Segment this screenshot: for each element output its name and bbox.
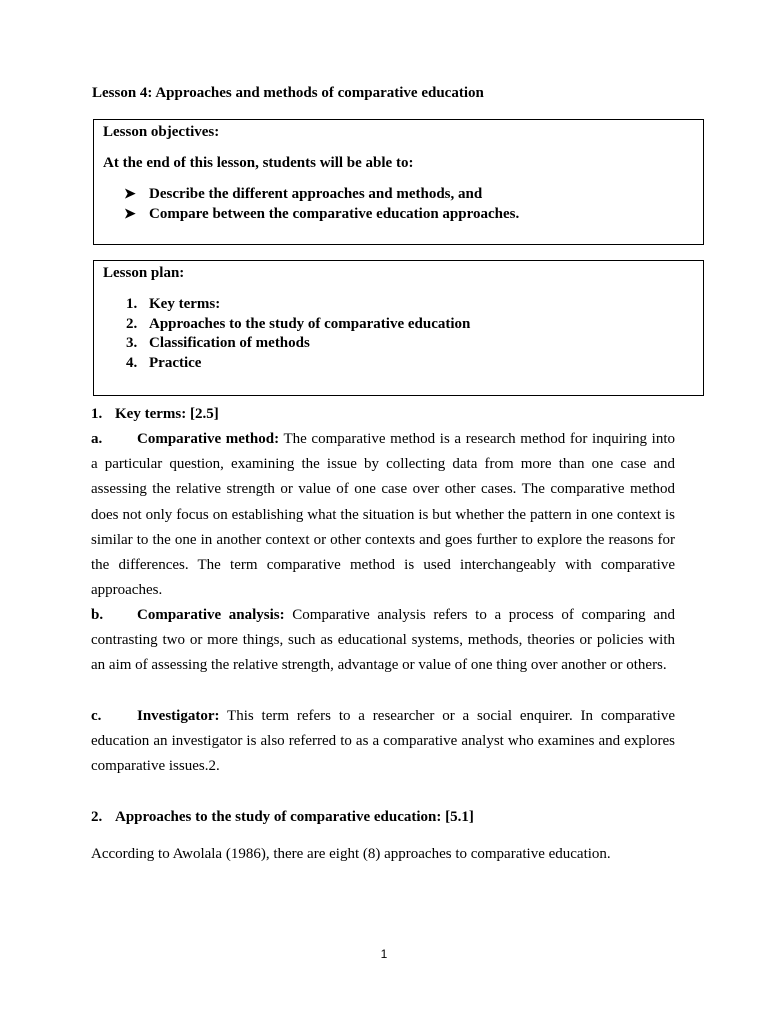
lesson-plan-box — [93, 260, 704, 396]
objectives-intro: At the end of this lesson, students will be able to: — [103, 155, 414, 171]
lesson-plan-list — [126, 296, 470, 374]
term-marker: a. — [91, 431, 103, 447]
lesson-plan-heading: Lesson plan: — [103, 265, 185, 281]
plan-item-number: 1. — [126, 296, 138, 312]
plan-item — [126, 335, 470, 355]
plan-item-label: Approaches to the study of comparative education — [149, 315, 471, 332]
term-paragraph-investigator — [91, 704, 675, 780]
objectives-box — [93, 119, 704, 245]
plan-item-number: 3. — [126, 335, 138, 351]
term-definition: This term refers to a researcher or a social enquirer. In comparative education an investigator is also referred to as a comparative analyst who examines and explores comparative issues.2. — [91, 708, 675, 775]
plan-item-number: 4. — [126, 354, 138, 371]
plan-item-label: Practice — [149, 354, 202, 371]
plan-item-number: 2. — [126, 315, 138, 332]
objective-item — [124, 206, 519, 226]
section-1-heading — [91, 406, 219, 423]
term-name: Investigator: — [137, 708, 220, 724]
section-2-intro: According to Awolala (1986), there are eight (8) approaches to comparative education. — [91, 846, 611, 862]
term-definition: The comparative method is a research method for inquiring into a particular question, examining the issue by collecting data from more than one case and assessing the relative strength or value of one case over other cases. The comparative method does not only focus on establishing what the situation is but whether the pattern in one context is similar to the one in another context or other contexts and goes further to explore the reasons for the differences. The term comparative method is used interchangeably with comparative approaches. — [91, 431, 675, 599]
objectives-list — [124, 186, 519, 225]
page-number: 1 — [380, 947, 388, 961]
section-title: Approaches to the study of comparative education: [5.1] — [115, 809, 474, 825]
section-number: 2. — [91, 809, 103, 825]
term-definition: Comparative analysis refers to a process of comparing and contrasting two or more things, such as educational systems, methods, theories or policies with an aim of assessing the relative strength, advantage or value of one thing over another or others. — [91, 607, 675, 674]
objective-text: Compare between the comparative education approaches. — [149, 205, 520, 222]
objective-item — [124, 186, 519, 206]
plan-item — [126, 316, 470, 336]
plan-item-label: Classification of methods — [149, 335, 310, 351]
section-number: 1. — [91, 406, 103, 422]
section-title: Key terms: [2.5] — [115, 406, 219, 422]
term-name: Comparative analysis: — [137, 607, 285, 623]
section-2-heading — [91, 809, 474, 826]
term-name: Comparative method: — [137, 431, 280, 447]
term-paragraph-comparative-method — [91, 427, 675, 603]
objectives-heading: Lesson objectives: — [103, 124, 220, 140]
plan-item — [126, 296, 470, 316]
plan-item-label: Key terms: — [149, 296, 221, 312]
objective-text: Describe the different approaches and methods, and — [149, 186, 483, 202]
lesson-title: Lesson 4: Approaches and methods of comparative education — [92, 85, 484, 101]
plan-item — [126, 355, 470, 375]
term-marker: c. — [91, 708, 102, 724]
arrow-bullet-icon: ➤ — [124, 187, 136, 202]
arrow-bullet-icon: ➤ — [124, 206, 136, 222]
term-marker: b. — [91, 607, 104, 623]
term-paragraph-comparative-analysis — [91, 603, 675, 679]
